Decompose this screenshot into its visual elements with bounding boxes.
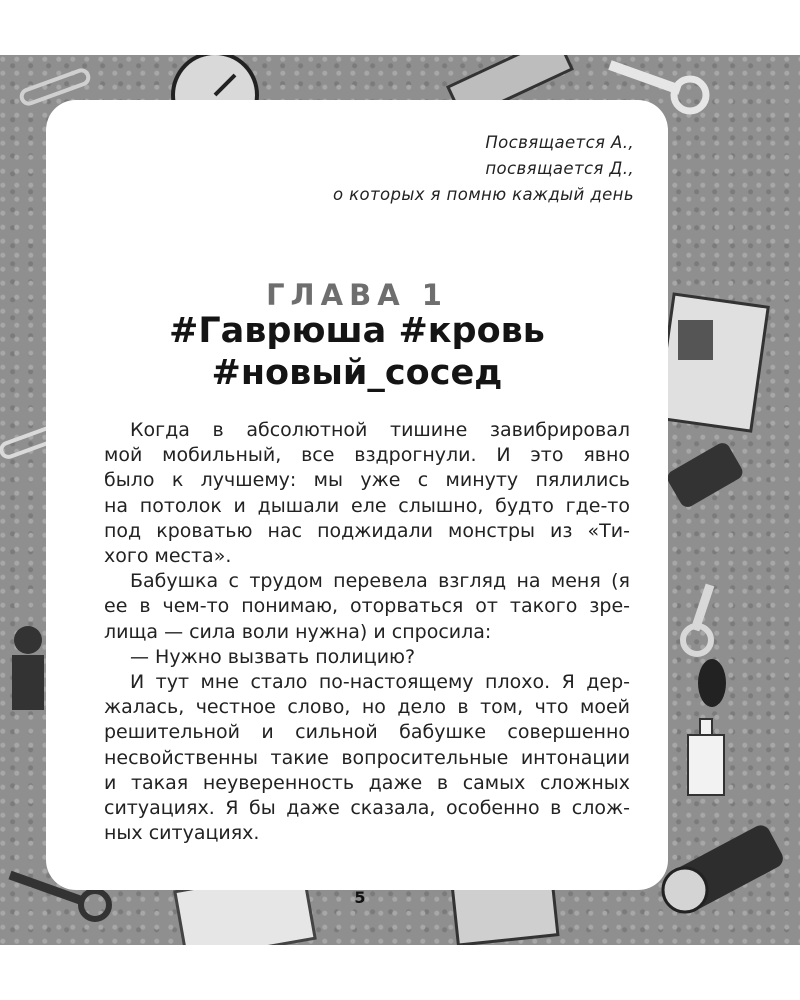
dedication-line: Посвящается А., <box>485 133 634 152</box>
text-line: мой мобильный, все вздрогнули. И это явно <box>104 444 630 467</box>
chapter-title-line: #новый_сосед <box>211 353 503 393</box>
text-line: было к лучшему: мы уже с минуту пялились <box>104 469 630 492</box>
text-line: лища — сила воли нужна) и спросила: <box>104 620 492 643</box>
text-line: Когда в абсолютной тишине завибрировал <box>130 419 630 441</box>
text-line: хого места». <box>104 545 232 568</box>
chess-pawn-icon <box>12 626 44 710</box>
text-line: И тут мне стало по-настоящему плохо. Я дер- <box>130 671 630 694</box>
id-card-icon <box>657 294 768 431</box>
page-number: 5 <box>354 888 366 907</box>
chess-king-icon <box>688 719 724 795</box>
text-line: на потолок и дышали еле слышно, будто где-то <box>104 494 630 517</box>
flashlight-icon <box>663 822 786 914</box>
dedication-line: посвящается Д., <box>485 159 634 178</box>
text-line: — Нужно вызвать полицию? <box>130 645 416 668</box>
page-card <box>46 100 668 890</box>
text-line: несвойственны такие вопросительные интонации <box>104 746 630 769</box>
text-line: ситуациях. Я бы даже сказала, особенно в слож- <box>104 797 630 820</box>
text-line: решительной и сильной бабушке совершенно <box>104 721 630 744</box>
text-line: ее в чем-то понимаю, оторваться от такого зре- <box>104 595 630 618</box>
dedication-line: о которых я помню каждый день <box>332 185 634 204</box>
text-line: и такая неуверенность даже в самых сложных <box>104 771 630 794</box>
body-text <box>104 418 630 846</box>
chapter-title <box>46 310 668 394</box>
key-icon <box>683 585 726 707</box>
text-line: Бабушка с трудом перевела взгляд на меня (я <box>130 570 630 593</box>
text-line: под кроватью нас поджидали монстры из «Ти- <box>104 519 630 542</box>
chapter-label: ГЛАВА 1 <box>266 278 448 312</box>
text-line: ных ситуациях. <box>104 822 260 845</box>
text-line: жалась, честное слово, но дело в том, что моей <box>104 696 630 719</box>
dedication <box>214 130 634 208</box>
flashlight-icon <box>665 440 746 510</box>
chapter-title-line: #Гаврюша #кровь <box>169 311 545 351</box>
